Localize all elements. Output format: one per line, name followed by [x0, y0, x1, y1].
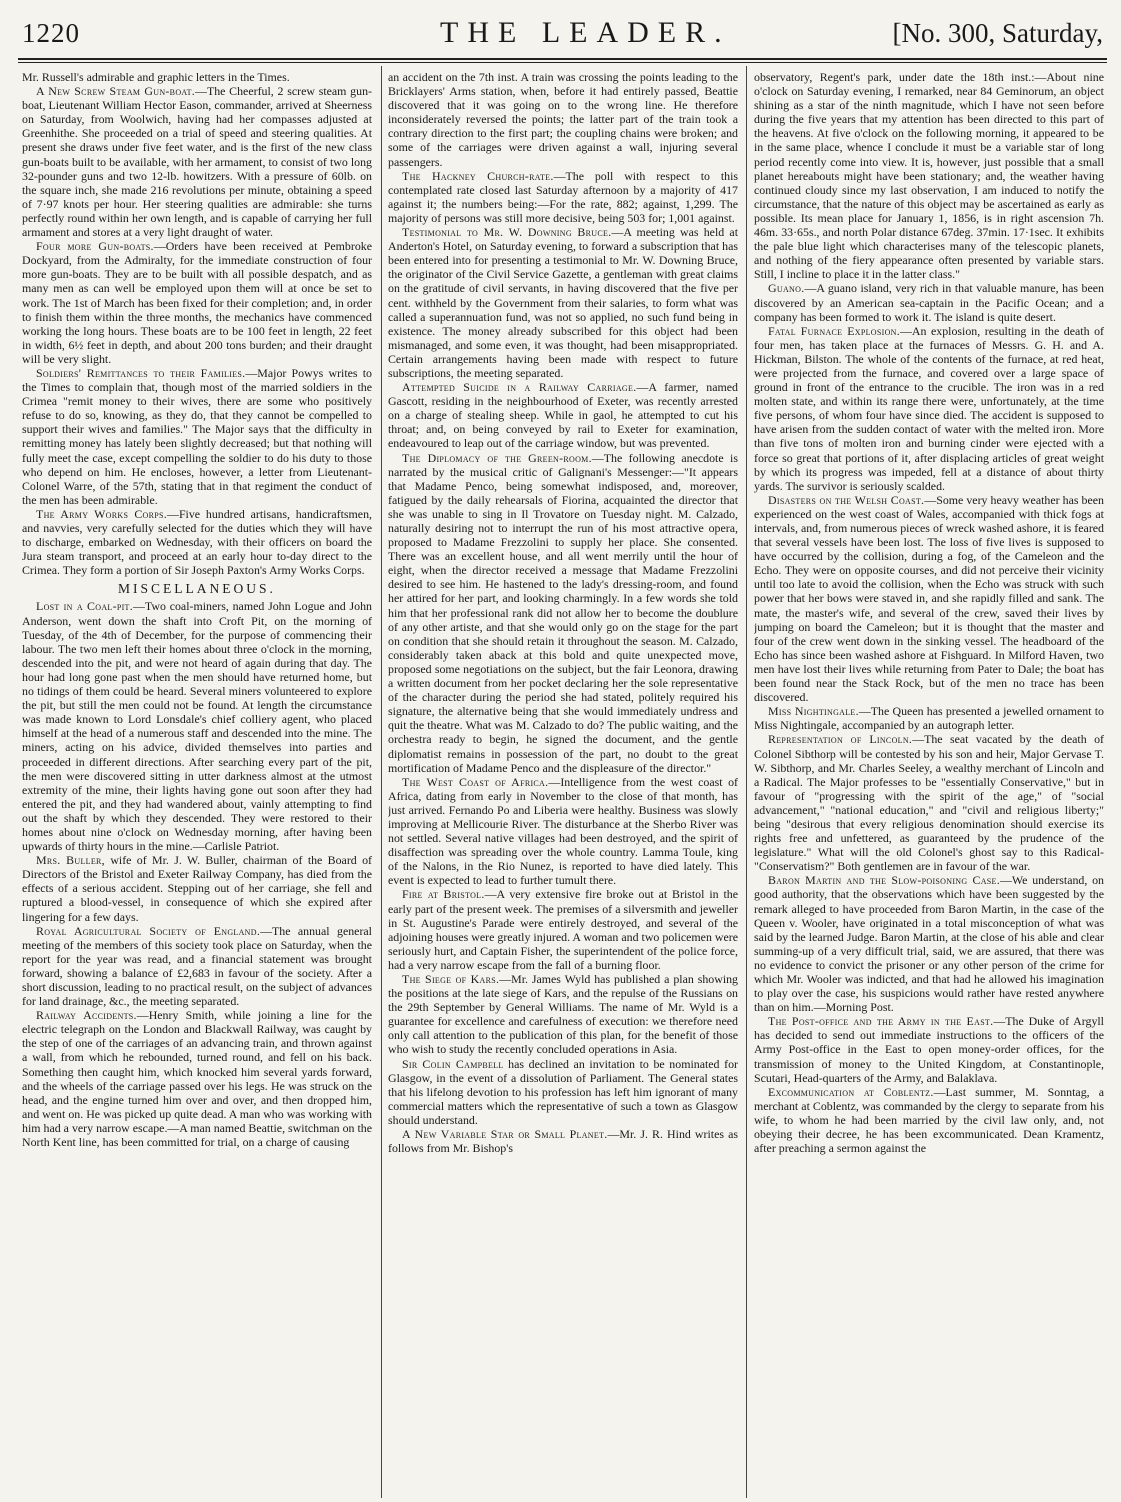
article-body: —The following anecdote is narrated by the musical critic of Galignani's Messenger:—"It appears that Madame Penco, being somewhat indisposed, and, moreover, fatigued by the daily rehearsals of Fiorina, acquainted the director that she was unable to sing in Il Trovatore on Tuesday night. M. Calzado, naturally desiring not to interrupt the run of his most attractive opera, proposed to Madame Frezzolini to supply her place. She consented. There was an excellent house, and all went merrily until the hour of eight, when the director received a message that Madame Frezzolini desired to see him. He hastened to the lady's dressing-room, and found her attired for her part, and looking charmingly. In a few words she told him that her professional rank did not allow her to become the doublure of any other artiste, and that she would only go on the stage for the part on condition that she should retain it throughout the season. M. Calzado, considerably taken aback at this bold and quite unexpected move, proposed some negotiations on the subject, but the fair Leonora, drawing a written document from her pocket declaring her the sole representative of the character during the period she had stated, politely required his signature, the alternative being that she would immediately undress and quit the theatre. What was M. Calzado to do? The public waiting, and the orchestra ready to begin, he signed the document, and the gentle diplomatist remains in possession of the part, no doubt to the great mortification of Madame Penco and the displeasure of the director." — [388, 450, 738, 775]
article-body: an accident on the 7th inst. A train was crossing the points leading to the Bricklayers' Arms station, when, before it had entirely passed, Beattie discovered that it was going on to the wrong line. He therefore inconsiderately reversed the points; the latter part of the train took a contrary direction to the first part; the coupling chains were broken; and some of the carriages were driven against a wall, injuring several passengers. — [388, 70, 738, 169]
article-heading: Mrs. Buller, — [36, 853, 105, 868]
article-heading: Excommunication at Coblentz. — [768, 1084, 934, 1099]
page-header — [0, 0, 1121, 62]
article-body: —We understand, on good authority, that the observations which have been suggested by the remark alleged to have proceeded from Baron Martin, in the case of the Queen v. Wooler, have originated in a total misconception of what was said by the learned Judge. Baron Martin, at the close of his able and clear summing-up of a very difficult trial, said, we are assured, that there was no evidence to convict the prisoner or any other person of the crime for which Mr. Wooler was indicted, and that had he allowed his imagination to play over the case, his suspicions would rather have rested anywhere than on him.—Morning Post. — [754, 873, 1104, 1015]
article-paragraph — [22, 70, 372, 84]
article-body: —The annual general meeting of the members of this society took place on Saturday, when the report for the year was read, and a financial statement was brought forward, showing a balance of £2,683 in favour of the society. After a short discussion, leading to no practical result, on the subject of advances for land drainage, &c., the meeting separated. — [22, 923, 372, 1009]
header-rule — [18, 58, 1107, 60]
article-body: —Major Powys writes to the Times to complain that, though most of the married soldiers in the Crimea "remit money to their wives, there are some who positively refuse to do so, knowing, as they do, that they cannot be compelled to support their wives and families." The Major says that the difficulty in remitting money has lately been slightly decreased; but that nothing will fully meet the case, except compelling the soldier to do his duty to those who depend on him. He encloses, however, a letter from Lieutenant-Colonel Warre, of the 57th, stating that in that regiment the conduct of the men has been admirable. — [22, 365, 372, 507]
article-body: —Henry Smith, while joining a line for the electric telegraph on the London and Blackwall Railway, was caught by the step of one of the carriages of an advancing train, and thrown against a wall, from which he rebounded, turned round, and fell on his back. Something then caught him, which knocked him several yards forward, and the wheels of the carriage passed over his legs. He was struck on the head, and the engine turned him over and over, and then dropped him, and went on. He was picked up quite dead. A man who was working with him had a very narrow escape.—A man named Beattie, switchman on the North Kent line, has been committed for trial, on a charge of causing — [22, 1008, 372, 1150]
article-heading: The Siege of Kars. — [402, 972, 500, 986]
article-body: —An explosion, resulting in the death of four men, has taken place at the furnaces of Messrs. G. H. and A. Hickman, Bilston. The whole of the contents of the furnace, at red heat, were projected from the furnace, and covered over a large space of ground in front of the entrance to the crucible. The iron was in a red molten state, and within its range there were, unfortunately, at the time five persons, of whom four have since died. The accident is supposed to have arisen from the sudden contact of water with the melted iron. More than five tons of molten iron and burning cinder were ejected with a force so great that portions of it, after displacing articles of great weight by which its progress was impeded, fell at a distance of about thirty yards. The survivor is seriously scalded. — [754, 323, 1104, 493]
article-heading: Baron Martin and the Slow-poisoning Case. — [768, 873, 1001, 888]
article-paragraph — [754, 1085, 1104, 1155]
column-2 — [388, 70, 738, 1498]
article-paragraph — [22, 366, 372, 507]
article-paragraph — [754, 1014, 1104, 1084]
article-body: —Some very heavy weather has been experienced on the west coast of Wales, accompanied with thick fogs at intervals, and, from numerous pieces of wreck washed ashore, it is feared that several vessels have been lost. The loss of five lives is supposed to have occurred by the collision, during a fog, of the Cameleon and the Echo. They were on opposite courses, and did not perceive their vicinity until too late to avoid the collision, when the Echo was struck with such power that her bows were staved in, and she rapidly filled and sank. The mate, the master's wife, and several of the crew, saved their lives by jumping on board the Cameleon; but it is thought that the master and four of the crew went down in the sinking vessel. The headboard of the Echo has since been washed ashore at Fishguard. In Milford Haven, two men have lost their lives while returning from Pater to Dale; the boat has been found near the Stack Rock, but of the men no trace has been discovered. — [754, 492, 1104, 705]
article-heading: Sir Colin Campbell — [402, 1056, 504, 1071]
article-heading: A New Screw Steam Gun-boat. — [36, 84, 196, 99]
article-body: —The Duke of Argyll has decided to send out immediate instructions to the officers of the Army Post-office in the East to open money-order offices, for the transmission of money to the United Kingdom, at Constantinople, Scutari, Head-quarters of the Army, and Balaklava. — [754, 1014, 1104, 1085]
article-heading: Lost in a Coal-pit. — [36, 599, 134, 614]
article-paragraph — [754, 70, 1104, 281]
article-heading: Fire at Bristol. — [402, 887, 485, 902]
article-body: —A farmer, named Gascott, residing in the neighbourhood of Exeter, was recently arrested on a charge of stealing sheep. While in gaol, he attempted to cut his throat; and, on being conveyed by rail to Exeter for examination, endeavoured to leap out of the carriage window, but was prevented. — [388, 380, 738, 451]
article-heading: Attempted Suicide in a Railway Carriage. — [402, 380, 637, 395]
article-paragraph — [754, 324, 1104, 493]
article-paragraph — [754, 873, 1104, 1014]
article-paragraph — [22, 853, 372, 923]
article-paragraph — [22, 239, 372, 366]
page-number: 1220 — [22, 18, 80, 48]
article-body: —Mr. J. R. Hind writes as follows from Mr. Bishop's — [388, 1127, 738, 1156]
article-body: —Orders have been received at Pembroke Dockyard, from the Admiralty, for the immediate construction of four more gun-boats. They are to be built with all possible despatch, and as many men as can well be employed upon them will at once be set to work. The 1st of March has been fixed for their completion; and, in order to finish them within the three months, the mechanics have commenced working the long hours. These boats are to be 100 feet in length, 22 feet in width, 6½ feet in depth, and about 200 tons burden; and their draught will be very slight. — [22, 239, 372, 366]
column-1 — [22, 70, 372, 1498]
article-heading: The Army Works Corps. — [36, 506, 168, 521]
article-heading: Four more Gun-boats. — [36, 239, 154, 254]
article-paragraph — [22, 599, 372, 853]
article-heading: Railway Accidents. — [36, 1008, 137, 1023]
article-paragraph — [388, 380, 738, 450]
article-heading: Disasters on the Welsh Coast. — [768, 492, 925, 507]
article-paragraph — [22, 507, 372, 577]
article-paragraph — [754, 281, 1104, 323]
article-body: —Two coal-miners, named John Logue and John Anderson, went down the shaft into Croft Pit, on the morning of Tuesday, of the 4th of December, for the purpose of commencing their labour. The two men left their homes about three o'clock in the morning, descended into the pit, and were not heard of again during that day. The hour had long gone past when the men should have returned home, but no tidings of them could be heard. Several miners volunteered to explore the pit, but still the men could not be found. At length the circumstance was made known to Lord Lonsdale's chief colliery agent, who placed himself at the head of a numerous staff and descended into the mine. The miners, acting on his advice, divided themselves into parties and proceeded in different directions. After searching every part of the pit, the men were discovered sitting in utter darkness almost at the utmost extremity of the mine, their lights having gone out soon after they had entered the pit, and they had wandered about, vainly attempting to find out the shaft by which they descended. They were restored to their homes about nine o'clock on Wednesday morning, after having been upwards of thirty hours in the mine.—Carlisle Patriot. — [22, 599, 372, 854]
article-heading: Miss Nightingale. — [768, 704, 859, 719]
header-rule-thin — [18, 62, 1107, 63]
article-paragraph — [388, 972, 738, 1057]
article-heading: Testimonial to Mr. W. Downing Bruce. — [402, 225, 612, 240]
section-heading: MISCELLANEOUS. — [118, 581, 276, 597]
article-heading: Soldiers' Remittances to their Families. — [36, 365, 246, 380]
article-body: wife of Mr. J. W. Buller, chairman of the Board of Directors of the Bristol and Exeter Railway Company, has died from the effects of a serious accident. Stepping out of her carriage, she fell and ruptured a blood-vessel, in consequence of which she expired after lingering for a few days. — [22, 853, 372, 924]
article-paragraph — [388, 451, 738, 775]
article-body: —Mr. James Wyld has published a plan showing the positions at the late siege of Kars, and the repulse of the Russians on the 29th September by General Williams. The name of Mr. Wyld is a guarantee for excellence and carefulness of execution: we therefore need only call attention to the publication of this plan, for the benefit of those who wish to study the recently concluded operations in Asia. — [388, 972, 738, 1057]
masthead-title: THE LEADER. — [440, 16, 731, 49]
article-heading: The Post-office and the Army in the East. — [768, 1014, 994, 1029]
article-paragraph — [388, 169, 738, 225]
article-body: —A very extensive fire broke out at Bristol in the early part of the present week. The premises of a silversmith and jeweller in St. Augustine's Parade were entirely destroyed, and several of the adjoining houses were greatly injured. A woman and two policemen were seriously hurt, and Captain Fisher, the superintendent of the police force, had a very narrow escape from the fall of a burning floor. — [388, 887, 738, 972]
article-body: —A meeting was held at Anderton's Hotel, on Saturday evening, to forward a subscription that has been entered into for presenting a testimonial to Mr. W. Downing Bruce, the originator of the Civil Service Gazette, a gentleman with great claims on the gratitude of civil servants, in having discovered that the five per cent. withheld by the Government from their salaries, to form what was called a superannuation fund, was not so applied, no such fund being in existence. The money already subscribed for this object had been mismanaged, and some even, it was thought, had been misappropriated. Certain arrangements having been made with respect to future subscriptions, the meeting separated. — [388, 225, 738, 380]
article-body: observatory, Regent's park, under date the 18th inst.:—About nine o'clock on Saturday evening, I remarked, near 84 Geminorum, an object shining as a star of the ninth magnitude, which I have not seen before during the five years that my attention has been directed to this part of the heavens. At five o'clock on the following morning, it appeared to be in the same place, whence I conclude it must be a variable star of long period recently come into view. It is, however, just possible that a small planet hereabouts might have been stationary; and, the weather having continued cloudy since my last observation, I am induced to notify the circumstance, that the nature of this object may be ascertained as early as possible. Its mean place for January 1, 1856, is in right ascension 7h. 46m. 33·65s., and north Polar distance 67deg. 37min. 17·1sec. It exhibits the pale blue light which characterises many of the telescopic planets, and nothing of the fiery appearance often presented by variable stars. Still, I incline to place it in the latter class." — [754, 70, 1104, 282]
article-body: —The seat vacated by the death of Colonel Sibthorp will be contested by his son and heir, Major Gervase T. W. Sibthorp, and Mr. Charles Seeley, a wealthy merchant of Lincoln and a Radical. The Major professes to be "essentially Conservative," but in favour of "progressing with the spirit of the age," of "social advancement," "national education," and "civil and religious liberty;" being "desirous that every religious denomination should exercise its rights free and unfettered, as guaranteed by the prudence of the legislature." What will the old Colonel's ghost say to this Radical-"Conservatism?" Both gentlemen are in favour of the war. — [754, 732, 1104, 874]
article-heading: The Diplomacy of the Green-room. — [402, 450, 592, 465]
article-heading: Representation of Lincoln. — [768, 732, 913, 747]
column-divider — [746, 66, 747, 1498]
article-heading: Royal Agricultural Society of England. — [36, 923, 261, 938]
article-heading: The West Coast of Africa. — [402, 774, 549, 789]
article-body: —Five hundred artisans, handicraftsmen, and navvies, very carefully selected for the duties which they will have to discharge, embarked on Wednesday, with their officers on board the Jura steam transport, and proceed at an early hour to-day direct to the Crimea. They form a portion of Sir Joseph Paxton's Army Works Corps. — [22, 506, 372, 578]
article-paragraph — [388, 887, 738, 972]
article-body: —The Queen has presented a jewelled ornament to Miss Nightingale, accompanied by an autograph letter. — [754, 704, 1104, 733]
article-heading: Guano. — [768, 281, 805, 296]
article-paragraph — [388, 775, 738, 888]
article-paragraph — [22, 924, 372, 1009]
article-paragraph — [388, 1057, 738, 1127]
article-paragraph — [754, 704, 1104, 732]
article-paragraph — [388, 70, 738, 169]
article-heading: A New Variable Star or Small Planet. — [402, 1127, 608, 1142]
article-paragraph — [388, 1127, 738, 1155]
article-body: —The poll with respect to this contemplated rate closed last Saturday afternoon by a majority of 417 against it; the numbers being:—For the rate, 882; against, 1,299. The majority of persons was still more decisive, being 503 for; 1,001 against. — [388, 168, 738, 225]
article-heading: Fatal Furnace Explosion. — [768, 323, 901, 338]
article-body: Mr. Russell's admirable and graphic letters in the Times. — [22, 70, 290, 84]
article-paragraph — [754, 732, 1104, 873]
article-paragraph — [754, 493, 1104, 704]
column-divider — [381, 66, 382, 1498]
article-body: —The Cheerful, 2 screw steam gun-boat, Lieutenant William Hector Eason, commander, arrived at Sheerness on Saturday, from Woolwich, having had her compasses adjusted at Greenhithe. She proceeded on a trial of speed and steering qualities. At present she draws under five feet water, and is the first of the new class gun-boats built to be available, with her armament, to consist of two long 32-pounder guns and two 12-lb. howitzers. With a pressure of 60lb. on the square inch, she made 216 revolutions per minute, obtaining a speed of 7·97 knots per hour. Her steering qualities are admirable: she turns perfectly round within her own length, and is capable of carrying her full armament and stores at a very light draught of water. — [22, 84, 372, 240]
article-body: has declined an invitation to be nominated for Glasgow, in the event of a dissolution of Parliament. The General states that his lifelong devotion to his profession has left him ignorant of many commercial matters which the representative of such a town as Glasgow should understand. — [388, 1056, 738, 1127]
column-3 — [754, 70, 1104, 1498]
article-heading: The Hackney Church-rate. — [402, 168, 554, 183]
article-paragraph — [22, 1008, 372, 1149]
issue-info: [No. 300, Saturday, — [892, 18, 1103, 48]
article-body: —Last summer, M. Sonntag, a merchant at Coblentz, was commanded by the clergy to separate from his wife, to whom he had been married by the civil law only, and, not obeying their decree, he has been excommunicated. Dean Kramentz, after preaching a sermon against the — [754, 1084, 1104, 1156]
article-body: —Intelligence from the west coast of Africa, dating from early in November to the close of that month, has just arrived. Fernando Po and Liberia were healthy. Business was slowly improving at Mellicourie River. The disturbance at the Sherbo River was not settled. Several native villages had been destroyed, and the spirit of disaffection was spreading over the whole country. Lamma Toule, king of the Nalons, in the Rio Nunez, is reported to have died lately. This event is expected to lead to further tumult there. — [388, 774, 738, 888]
article-body: —A guano island, very rich in that valuable manure, has been discovered by an American sea-captain in the Pacific Ocean; and a company has been formed to work it. The island is quite desert. — [754, 281, 1104, 324]
article-paragraph — [22, 84, 372, 239]
article-paragraph — [388, 225, 738, 380]
